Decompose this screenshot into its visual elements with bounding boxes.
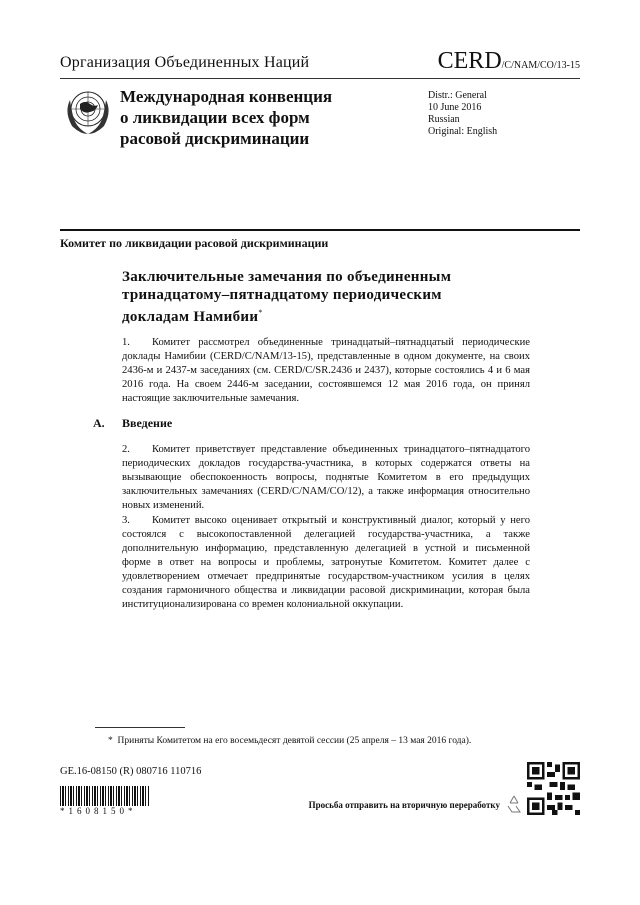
paragraph-text: Комитет рассмотрел объединенные тринадцатый–пятнадцатый периодические доклады Намибии (CERD/C/NAM/13-15), представленные в одном документе, на своих 2436-м и 2437-м заседаниях (см. CERD/C/SR.2436 и 2437), которые состоялись 4 и 6 мая 2016 года. На своем 2446-м заседании, состоявшемся 12 мая 2016 года, он принял настоящие заключительные замечания. (122, 337, 530, 404)
footnote-rule (95, 727, 185, 728)
barcode-number: *1608150* (60, 806, 137, 816)
footnote-marker: * (258, 308, 263, 317)
paragraph-1 (122, 336, 530, 406)
convention-line: Международная конвенция (120, 87, 333, 106)
job-number: GE.16-08150 (R) 080716 110716 (60, 766, 202, 777)
title-line: тринадцатому–пятнадцатому периодическим (122, 287, 442, 303)
date-line: 10 June 2016 (428, 102, 482, 113)
original-language-line: Original: English (428, 126, 498, 137)
organization-name: Организация Объединенных Наций (60, 54, 310, 71)
symbol-main: CERD (437, 48, 502, 74)
language-line: Russian (428, 114, 460, 125)
header-rule (60, 78, 580, 79)
paragraph-text: Комитет приветствует представление объединенных тринадцатого–пятнадцатого периодических докладов государства-участника, в которых содержатся ответы на вызывающие обеспокоенность вопросы, поднятые Комитетом в его предыдущих заключительных замечаниях (CERD/C/NAM/CO/12), а также информация относительно новых изменений. (122, 444, 530, 511)
un-emblem-icon (62, 84, 114, 136)
section-title: Введение (122, 416, 173, 430)
paragraph-text: Комитет высоко оценивает открытый и конструктивный диалог, который у него состоялся с высокопоставленной делегацией государства-участника, а также дополнительную информацию, представленную делегацией в устной и письменной форме в ответ на вопросы и проблемы, затронутые Комитетом. Комитет далее с удовлетворением отмечает предпринятые государством-участником усилия в целях создания гармоничного общества и ликвидации расовой дискриминации, которая была институционализирована со времен колониальной оккупации. (122, 515, 530, 610)
document-title (122, 268, 482, 326)
committee-name: Комитет по ликвидации расовой дискриминации (60, 236, 329, 250)
symbol-suffix: /C/NAM/CO/13-15 (501, 60, 580, 71)
distribution-info (428, 90, 497, 138)
barcode (60, 786, 150, 806)
recycle-notice: Просьба отправить на вторичную переработку (308, 800, 500, 810)
footnote-mark: * (108, 736, 113, 746)
paragraph-number: 1. (122, 337, 130, 348)
footnote (108, 735, 488, 748)
paragraph-number: 3. (122, 515, 130, 526)
convention-line: о ликвидации всех форм (120, 108, 310, 127)
recycle-icon (504, 794, 524, 814)
paragraph-2 (122, 443, 530, 513)
footnote-text: Приняты Комитетом на его восемьдесят девятой сессии (25 апреля – 13 мая 2016 года). (117, 736, 472, 746)
distribution-line: Distr.: General (428, 90, 487, 101)
document-symbol (438, 48, 580, 75)
convention-title (120, 86, 332, 149)
section-heading (93, 416, 172, 431)
paragraph-3 (122, 514, 530, 612)
title-line: Заключительные замечания по объединенным (122, 269, 452, 285)
qr-code (527, 762, 580, 815)
section-rule (60, 229, 580, 231)
section-letter: A. (93, 416, 105, 430)
convention-line: расовой дискриминации (120, 129, 310, 148)
paragraph-number: 2. (122, 444, 130, 455)
title-line: докладам Намибии (122, 309, 259, 325)
